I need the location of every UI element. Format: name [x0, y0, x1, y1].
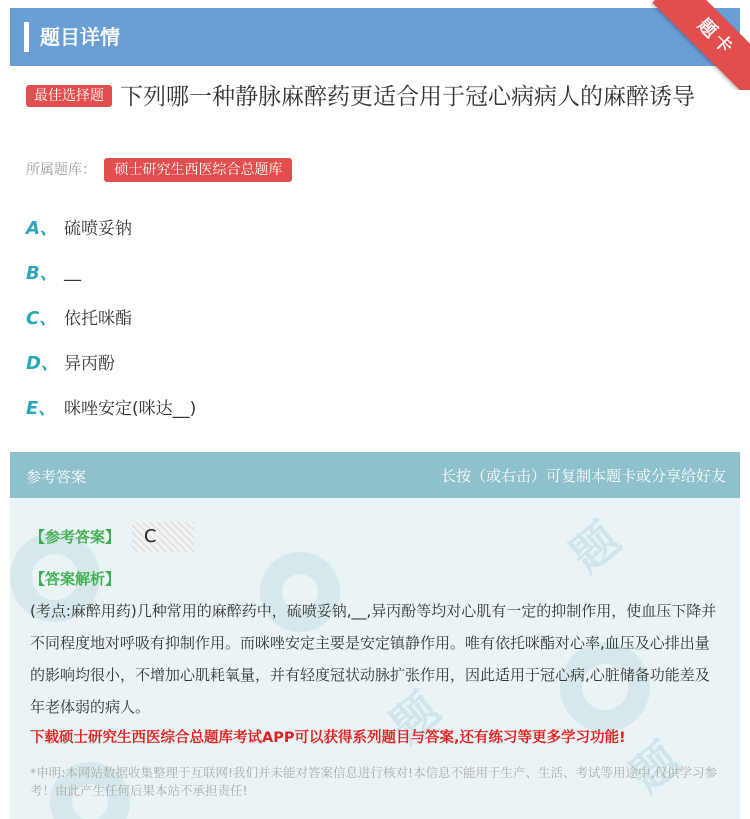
option-text: __	[64, 261, 81, 282]
option-text: 咪唑安定(咪达__)	[64, 399, 197, 419]
answer-header	[10, 452, 740, 498]
watermark-glyph: 题	[619, 731, 690, 803]
option-letter: D、	[26, 352, 59, 374]
option-letter: C、	[26, 307, 58, 329]
option-text: 异丙酚	[64, 354, 115, 374]
option-letter: A、	[26, 217, 58, 239]
corner-ribbon	[650, 0, 750, 90]
disclaimer-text: *申明:本网站数据收集整理于互联网!我们并未能对答案信息进行核对!本信息不能用于生产、生活、考试等用途中,仅供学习参考！由此产生任何后果本站不承担责任!	[30, 765, 717, 798]
ribbon-label: 题卡	[652, 0, 750, 90]
answer-header-title: 参考答案	[26, 468, 87, 486]
question-bank-row	[26, 158, 292, 182]
question-bank-label: 所属题库：	[26, 162, 96, 178]
app-download-promo[interactable]: 下载硕士研究生西医综合总题库考试APP可以获得系列题目与答案,还有练习等更多学习功能!	[30, 730, 626, 746]
header-accent-bar	[24, 22, 29, 52]
explanation-label: 【答案解析】	[30, 570, 121, 588]
option-letter: B、	[26, 262, 58, 284]
option-b[interactable]	[26, 249, 196, 294]
question-stem	[26, 80, 726, 114]
answer-panel	[10, 452, 740, 819]
question-bank-tag[interactable]: 硕士研究生西医综合总题库	[104, 158, 292, 182]
option-e[interactable]	[26, 384, 196, 429]
explanation-text: (考点:麻醉用药)几种常用的麻醉药中，硫喷妥钠,__,异丙酚等均对心肌有一定的抑制作用，使血压下降并不同程度地对呼吸有抑制作用。而咪唑安定主要是安定镇静作用。唯有依托咪酯对心率,血压及心排出量的影响均很小，不增加心肌耗氧量，并有轻度冠状动脉扩张作用，因此适用于冠心病,心脏储备功能差及年老体弱的病人。	[30, 602, 717, 716]
option-d[interactable]	[26, 339, 196, 384]
page-title: 题目详情	[40, 25, 120, 49]
page-header	[10, 8, 740, 66]
question-type-badge: 最佳选择题	[26, 85, 112, 107]
option-text: 依托咪酯	[64, 309, 132, 329]
watermark-glyph: 题	[379, 681, 450, 753]
watermark-glyph: 题	[559, 511, 630, 583]
option-letter: E、	[26, 397, 57, 419]
options-list	[26, 204, 196, 429]
share-hint: 长按（或右击）可复制本题卡或分享给好友	[440, 467, 726, 485]
option-text: 硫喷妥钠	[64, 219, 132, 239]
question-text: 下列哪一种静脉麻醉药更适合用于冠心病病人的麻醉诱导	[120, 84, 695, 110]
option-c[interactable]	[26, 294, 196, 339]
answer-value: C	[132, 522, 194, 552]
option-a[interactable]	[26, 204, 196, 249]
answer-label: 【参考答案】	[30, 528, 121, 546]
